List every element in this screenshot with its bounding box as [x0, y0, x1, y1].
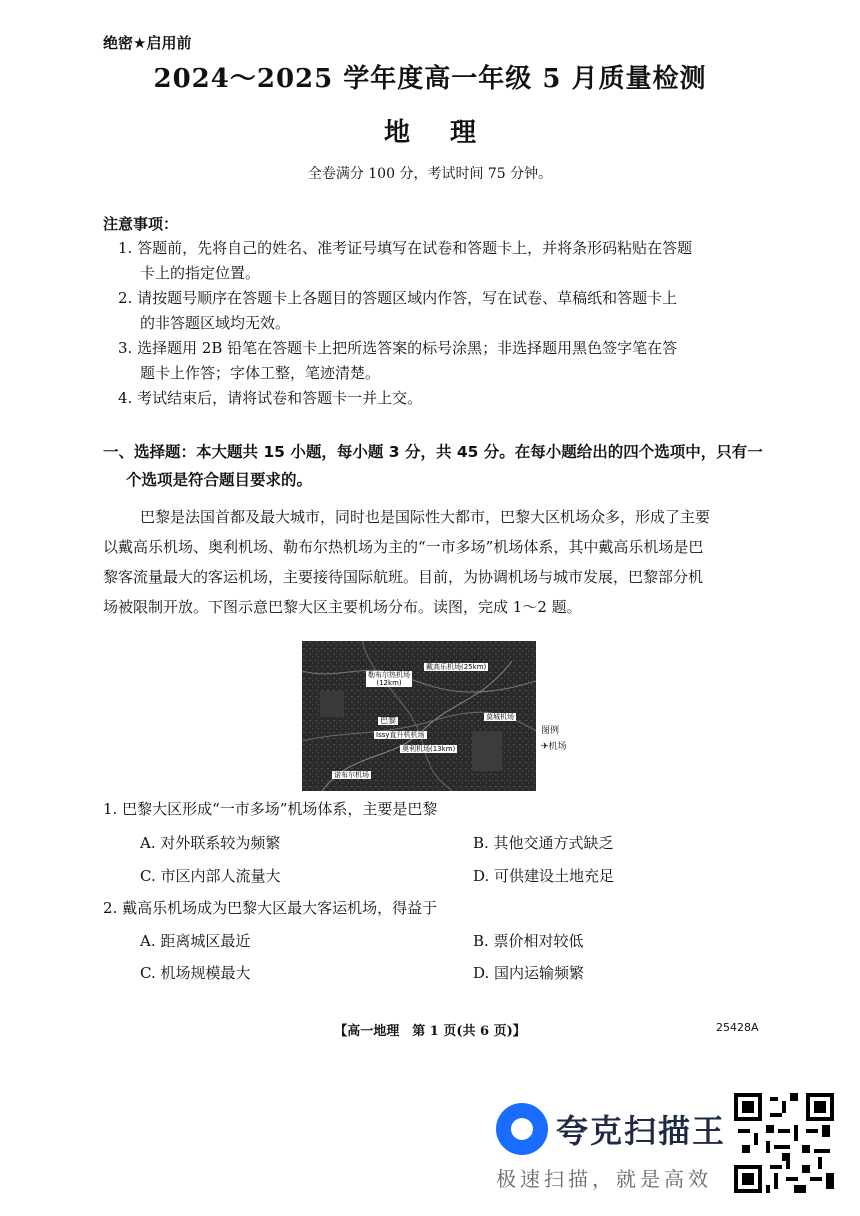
notice-line: 2. 请按题号顺序在答题卡上各题目的答题区域内作答，写在试卷、草稿纸和答题卡上	[118, 289, 678, 307]
map-label-orly: 奥利机场(13km)	[402, 745, 456, 753]
secret-label: 绝密★启用前	[103, 34, 192, 52]
paper-code: 25428A	[716, 1021, 759, 1034]
section-heading: 一、选择题：本大题共 15 小题，每小题 3 分，共 45 分。在每小题给出的四个选项中，只有一	[103, 443, 763, 461]
option: C. 市区内部人流量大	[140, 867, 281, 885]
watermark-app-name: 夸克扫描王	[556, 1112, 727, 1150]
notice-line: 3. 选择题用 2B 铅笔在答题卡上把所选答案的标号涂黑；非选择题用黑色签字笔在答	[118, 339, 678, 357]
legend-title: 图例	[541, 726, 560, 736]
watermark-slogan: 极速扫描，就是高效	[496, 1167, 712, 1191]
option: D. 可供建设土地充足	[473, 867, 615, 885]
map-label-cdg: 戴高乐机场(25km)	[426, 663, 487, 671]
option: C. 机场规模最大	[140, 964, 251, 982]
subject-title: 地理	[383, 118, 516, 148]
notice-line: 卡上的指定位置。	[140, 264, 261, 282]
full-score-note: 全卷满分 100 分，考试时间 75 分钟。	[307, 166, 553, 182]
map-label-le-bourget: 勒布尔热机场 (12km)	[368, 671, 410, 687]
map-label-melun: 莫城机场	[486, 713, 514, 721]
notice-line: 的非答题区域均无效。	[140, 314, 291, 332]
passage-line: 场被限制开放。下图示意巴黎大区主要机场分布。读图，完成 1～2 题。	[103, 598, 582, 616]
notice-line: 题卡上作答；字体工整，笔迹清楚。	[140, 364, 381, 382]
notice-line: 1. 答题前，先将自己的姓名、准考证号填写在试卷和答题卡上，并将条形码粘贴在答题	[118, 239, 693, 257]
qr-code-icon	[734, 1093, 834, 1193]
passage-line: 巴黎是法国首都及最大城市，同时也是国际性大都市，巴黎大区机场众多，形成了主要	[140, 508, 711, 526]
option: A. 对外联系较为频繁	[140, 834, 281, 852]
notice-line: 4. 考试结束后，请将试卷和答题卡一并上交。	[118, 389, 423, 407]
map-label-paris: 巴黎	[380, 716, 396, 725]
passage-line: 以戴高乐机场、奥利机场、勒布尔热机场为主的“一市多场”机场体系，其中戴高乐机场是巴	[103, 538, 704, 556]
exam-title: 2024～2025 学年度高一年级 5 月质量检测	[153, 64, 707, 94]
page-footer: 【高一地理 第 1 页(共 6 页)】	[334, 1024, 526, 1039]
passage-line: 黎客流量最大的客运机场，主要接待国际航班。目前，为协调机场与城市发展，巴黎部分机	[103, 568, 704, 586]
notice-heading: 注意事项：	[103, 215, 179, 233]
airport-icon: ✈	[541, 742, 549, 752]
paris-airports-map	[302, 641, 536, 791]
map-label-issy: Issy直升机机场	[376, 731, 425, 739]
map-label-nord: 诺布尔机场	[334, 771, 369, 779]
question-stem: 2. 戴高乐机场成为巴黎大区最大客运机场，得益于	[103, 899, 438, 917]
option: B. 票价相对较低	[473, 932, 584, 950]
option: A. 距离城区最近	[140, 932, 251, 950]
legend-item: ✈机场	[541, 742, 567, 752]
option: B. 其他交通方式缺乏	[473, 834, 614, 852]
scanner-logo-icon	[496, 1103, 548, 1155]
question-stem: 1. 巴黎大区形成“一市多场”机场体系，主要是巴黎	[103, 800, 438, 818]
section-heading-cont: 个选项是符合题目要求的。	[126, 471, 313, 489]
option: D. 国内运输频繁	[473, 964, 585, 982]
